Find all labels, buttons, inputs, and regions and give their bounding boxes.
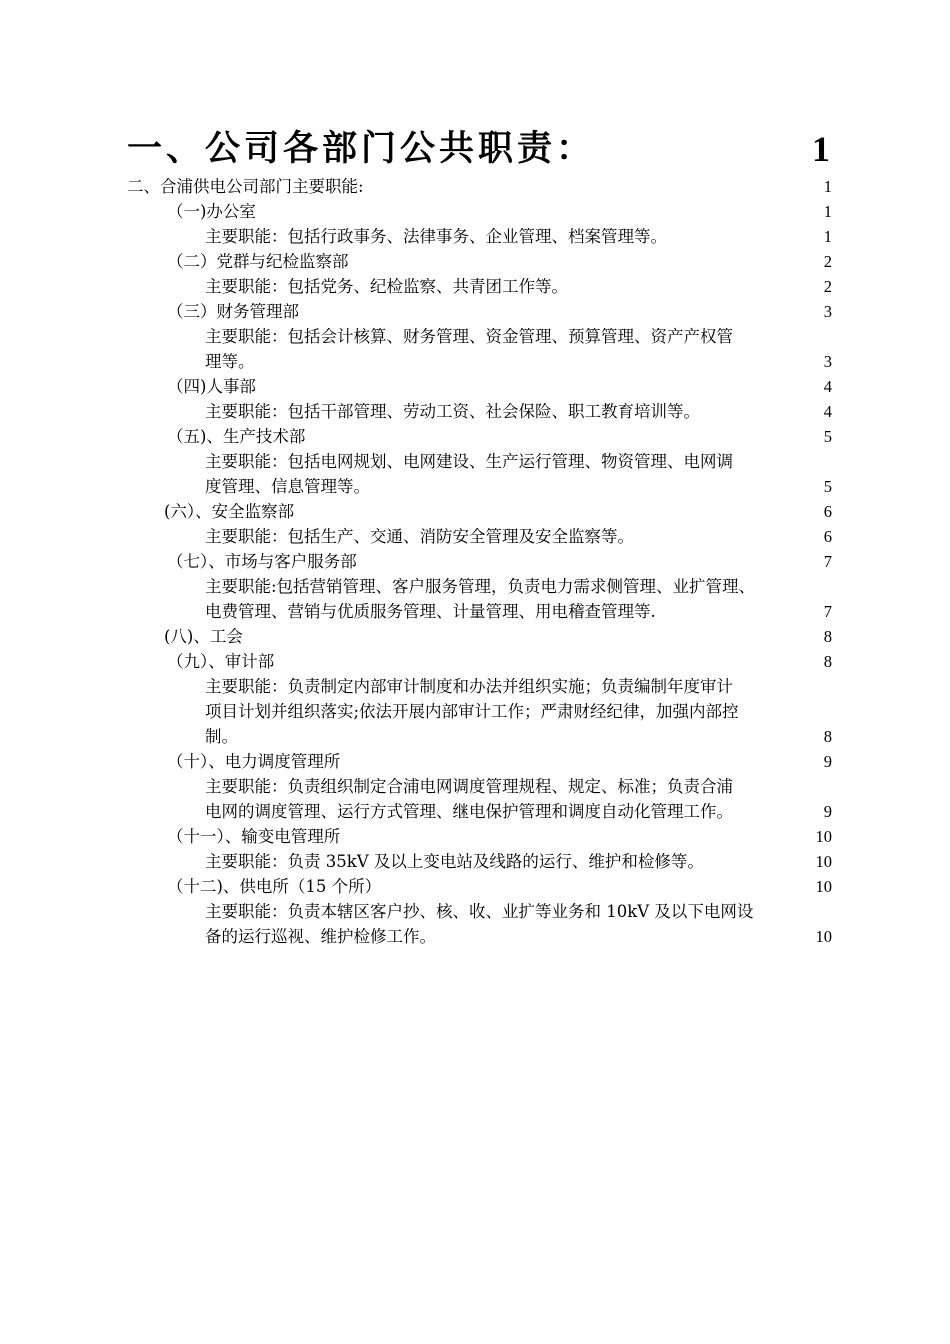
toc-entry[interactable] bbox=[0, 774, 950, 799]
toc-entry-text: 主要职能：包括党务、纪检监察、共青团工作等。 bbox=[205, 277, 568, 296]
toc-entry-text: 主要职能：包括生产、交通、消防安全管理及安全监察等。 bbox=[205, 527, 634, 546]
toc-page-number: 1 bbox=[823, 177, 832, 196]
toc-entry[interactable] bbox=[0, 324, 950, 349]
toc-entry-text: 度管理、信息管理等。 bbox=[205, 477, 370, 496]
toc-entry[interactable] bbox=[0, 199, 950, 224]
toc-entry-text: 项目计划并组织落实;依法开展内部审计工作；严肃财经纪律，加强内部控 bbox=[205, 702, 739, 721]
toc-entry[interactable] bbox=[0, 699, 950, 724]
toc-entry[interactable] bbox=[0, 549, 950, 574]
toc-entry[interactable] bbox=[0, 574, 950, 599]
toc-entry-text: 主要职能：包括行政事务、法律事务、企业管理、档案管理等。 bbox=[205, 227, 667, 246]
toc-entry[interactable] bbox=[0, 924, 950, 949]
toc-page-number: 3 bbox=[823, 352, 832, 371]
toc-entry-text: 二、合浦供电公司部门主要职能: bbox=[127, 177, 364, 196]
toc-entry[interactable] bbox=[0, 649, 950, 674]
toc-heading: 一、公司各部门公共职责： bbox=[127, 129, 596, 169]
toc-page-number: 8 bbox=[823, 652, 832, 671]
toc-entry-text: 主要职能：包括干部管理、劳动工资、社会保险、职工教育培训等。 bbox=[205, 402, 700, 421]
toc-entry-text: 主要职能：负责制定内部审计制度和办法并组织实施；负责编制年度审计 bbox=[205, 677, 733, 696]
toc-entry-text: （七）、市场与客户服务部 bbox=[167, 552, 357, 571]
toc-entry-text: （十二)、供电所（15 个所） bbox=[167, 877, 382, 896]
toc-page-number: 9 bbox=[823, 752, 832, 771]
toc-entry-text: 主要职能：包括会计核算、财务管理、资金管理、预算管理、资产产权管 bbox=[205, 327, 733, 346]
toc-entry-text: 理等。 bbox=[205, 352, 255, 371]
toc-entry[interactable] bbox=[0, 899, 950, 924]
toc-page-number: 10 bbox=[815, 852, 832, 871]
toc-entry[interactable] bbox=[0, 349, 950, 374]
toc-entry[interactable] bbox=[0, 274, 950, 299]
toc-entry-text: 制。 bbox=[205, 727, 238, 746]
toc-page-number: 10 bbox=[815, 827, 832, 846]
toc-entry[interactable] bbox=[0, 524, 950, 549]
toc-entry-text: （九）、审计部 bbox=[167, 652, 275, 671]
toc-entry[interactable] bbox=[0, 224, 950, 249]
toc-page-number: 5 bbox=[823, 427, 832, 446]
toc-entry-text: （二）党群与纪检监察部 bbox=[167, 252, 349, 271]
toc-entry[interactable] bbox=[0, 299, 950, 324]
toc-page-number: 10 bbox=[815, 877, 832, 896]
toc-entry[interactable] bbox=[0, 849, 950, 874]
toc-page-number: 10 bbox=[815, 927, 832, 946]
toc-entry-text: (六）、安全监察部 bbox=[164, 502, 295, 521]
toc-entry-text: （十）、电力调度管理所 bbox=[167, 752, 341, 771]
toc-entry[interactable] bbox=[0, 624, 950, 649]
toc-page-number: 7 bbox=[823, 602, 832, 621]
toc-page-number: 8 bbox=[823, 627, 832, 646]
toc-entry-text: （十一）、输变电管理所 bbox=[167, 827, 341, 846]
toc-entry[interactable] bbox=[0, 599, 950, 624]
toc-page-number: 1 bbox=[823, 202, 832, 221]
toc-entry[interactable] bbox=[0, 874, 950, 899]
toc-entry[interactable] bbox=[0, 474, 950, 499]
toc-entry[interactable] bbox=[0, 824, 950, 849]
toc-page-number: 7 bbox=[823, 552, 832, 571]
toc-entry-text: 主要职能：负责 35kV 及以上变电站及线路的运行、维护和检修等。 bbox=[205, 852, 704, 871]
toc-entry-text: （五)、生产技术部 bbox=[167, 427, 306, 446]
toc-entry-text: 主要职能:包括营销管理、客户服务管理，负责电力需求侧管理、业扩管理、 bbox=[205, 577, 756, 596]
toc-page-number: 1 bbox=[812, 129, 830, 169]
toc-entry[interactable] bbox=[0, 674, 950, 699]
toc-entry-text: 主要职能：负责本辖区客户抄、核、收、业扩等业务和 10kV 及以下电网设 bbox=[205, 902, 754, 921]
toc-page-number: 3 bbox=[823, 302, 832, 321]
toc-page-number: 2 bbox=[823, 277, 832, 296]
toc-page-number: 6 bbox=[823, 527, 832, 546]
toc-entry-text: 备的运行巡视、维护检修工作。 bbox=[205, 927, 436, 946]
toc-entry[interactable] bbox=[0, 374, 950, 399]
toc-entry[interactable] bbox=[0, 749, 950, 774]
toc-page-number: 2 bbox=[823, 252, 832, 271]
toc-entry-text: 电网的调度管理、运行方式管理、继电保护管理和调度自动化管理工作。 bbox=[205, 802, 733, 821]
toc-entry[interactable] bbox=[0, 799, 950, 824]
toc-page-number: 9 bbox=[823, 802, 832, 821]
toc-entry-text: (八)、工会 bbox=[164, 627, 243, 646]
toc-entry-text: 电费管理、营销与优质服务管理、计量管理、用电稽查管理等. bbox=[205, 602, 656, 621]
toc-page-number: 4 bbox=[823, 377, 832, 396]
toc-entry-text: 主要职能：包括电网规划、电网建设、生产运行管理、物资管理、电网调 bbox=[205, 452, 733, 471]
toc-entry[interactable] bbox=[0, 424, 950, 449]
toc-entry[interactable] bbox=[0, 174, 950, 199]
toc-entry[interactable] bbox=[0, 499, 950, 524]
toc-page-number: 5 bbox=[823, 477, 832, 496]
toc-entry[interactable] bbox=[0, 449, 950, 474]
toc-page-number: 4 bbox=[823, 402, 832, 421]
toc-entry[interactable] bbox=[0, 249, 950, 274]
toc-entry-text: （三）财务管理部 bbox=[167, 302, 299, 321]
toc-page-number: 1 bbox=[823, 227, 832, 246]
toc-entry[interactable] bbox=[0, 724, 950, 749]
toc-entry-text: 主要职能：负责组织制定合浦电网调度管理规程、规定、标准；负责合浦 bbox=[205, 777, 733, 796]
toc-entry-text: （一)办公室 bbox=[167, 202, 256, 221]
toc-page-number: 8 bbox=[823, 727, 832, 746]
toc-page-number: 6 bbox=[823, 502, 832, 521]
toc-heading-row[interactable] bbox=[0, 124, 950, 174]
toc-entry[interactable] bbox=[0, 399, 950, 424]
toc-entry-text: （四)人事部 bbox=[167, 377, 256, 396]
